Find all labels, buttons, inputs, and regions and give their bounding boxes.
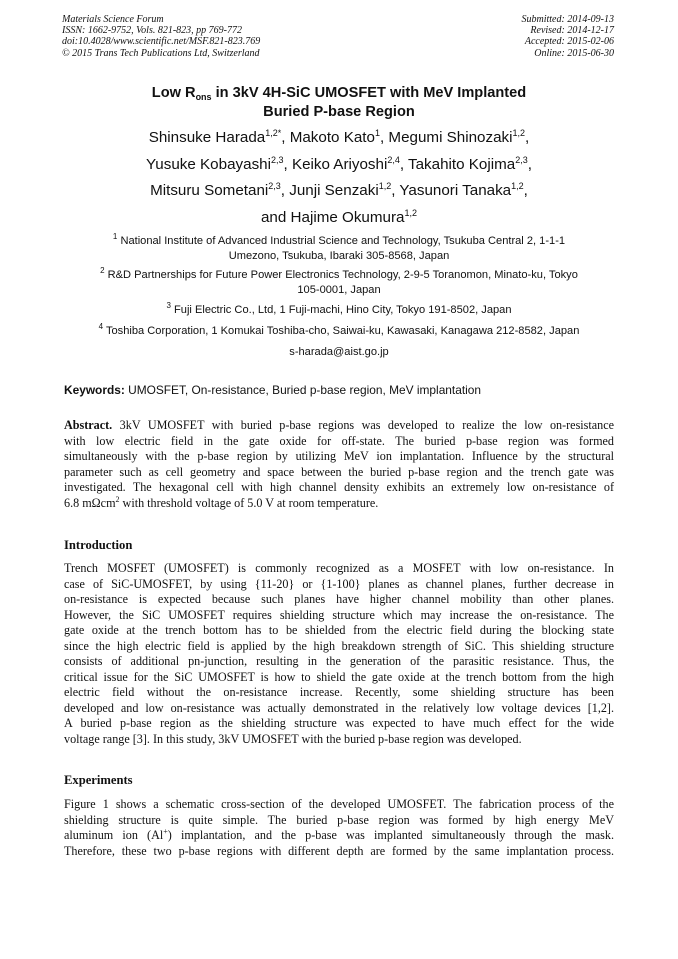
author-sup: 2,4 — [387, 154, 400, 165]
keywords — [64, 383, 620, 398]
title-part2: in 3kV 4H-SiC UMOSFET with MeV Implanted — [211, 85, 527, 101]
author-list — [0, 125, 678, 231]
intro-line: on-resistance is expected because such planes have higher channel mobility than other planes. — [64, 592, 614, 606]
abstract — [64, 418, 614, 511]
author-line — [0, 152, 678, 179]
experiments-body — [64, 797, 614, 859]
affiliation-1 — [60, 234, 618, 264]
author-sup: 1,2 — [512, 128, 526, 138]
title-part1: Low R — [151, 85, 196, 101]
author-name: and Hajime Okumura — [260, 208, 405, 226]
abstract-line — [64, 418, 614, 434]
author-name: , Takahito Kojima — [399, 155, 516, 173]
affiliation-text: Fuji Electric Co., Ltd, 1 Fuji-machi, Hino City, Tokyo 191-8502, Japan — [170, 304, 512, 316]
affiliation-text: Umezono, Tsukuba, Ibaraki 305-8568, Japan — [228, 250, 450, 262]
dates-info — [522, 14, 615, 59]
revised-date: Revised: 2014-12-17 — [530, 25, 614, 37]
author-sup: 1,2 — [378, 181, 392, 191]
author-separator: , — [527, 155, 532, 173]
abstract-line — [64, 496, 614, 512]
intro-line: electric field without the on-resistance increase. Recently, some shielding structure has been — [64, 685, 614, 699]
keywords-text: UMOSFET, On-resistance, Buried p-base region, MeV implantation — [124, 383, 482, 397]
author-sup: 1,2* — [265, 128, 282, 138]
intro-line: consists of additional pn-junction, resulting in the generation of the parasitic resistance. Thus, the — [64, 654, 614, 668]
affiliation-text: National Institute of Advanced Industrial Science and Technology, Tsukuba Central 2, 1-1-1 — [117, 235, 566, 247]
author-name: , Megumi Shinozaki — [379, 129, 513, 146]
author-line — [0, 178, 678, 205]
author-name: , Keiko Ariyoshi — [283, 155, 388, 173]
issn-line: ISSN: 1662-9752, Vols. 821-823, pp 769-772 — [62, 25, 242, 37]
author-sup: 1,2 — [404, 207, 417, 218]
affiliation-number: 3 — [166, 301, 171, 310]
abstract-text: with threshold voltage of 5.0 V at room temperature. — [119, 495, 379, 510]
abstract-sup: 2 — [115, 494, 120, 504]
intro-line: gate oxide at the trench bottom has to be shielded from the electric field during the blocking state — [64, 623, 614, 637]
experiments-line: shielding structure is quite simple. The buried p-base region was formed by high energy MeV — [64, 812, 614, 827]
affiliation-number: 2 — [100, 266, 105, 275]
online-date: Online: 2015-06-30 — [534, 47, 614, 59]
author-sup: 2,3 — [268, 181, 281, 191]
abstract-label: Abstract. — [64, 418, 113, 432]
journal-info — [62, 14, 260, 59]
abstract-text: 6.8 mΩcm — [64, 495, 116, 510]
author-line — [0, 125, 678, 152]
author-name: Yusuke Kobayashi — [146, 155, 271, 173]
abstract-line: simultaneously with the p-base region by utilizing MeV ion implantation. Influence by the structural — [64, 449, 614, 463]
abstract-line: parameter such as cell geometry and space between the buried p-base region and the trench gate was — [64, 464, 614, 479]
experiments-line — [64, 828, 614, 844]
author-separator: , — [523, 182, 528, 199]
abstract-text: 3kV UMOSFET with buried p-base regions was developed to realize the low on-resistance — [112, 418, 614, 432]
corresponding-email — [60, 345, 618, 360]
intro-line: Trench MOSFET (UMOSFET) is commonly recognized as a MOSFET with low on-resistance. In — [64, 561, 614, 575]
title-subscript: ons — [195, 92, 212, 102]
title-line2: Buried P-base Region — [263, 104, 415, 120]
author-name: Mitsuru Sometani — [150, 182, 269, 199]
affiliation-text: 105-0001, Japan — [297, 284, 381, 296]
intro-line: since the high electric field is applied by the high breakdown strength of SiC. This shielding structure — [64, 638, 614, 653]
author-sup: 1,2 — [511, 181, 524, 191]
accepted-date: Accepted: 2015-02-06 — [524, 36, 614, 48]
affiliation-2 — [60, 268, 618, 298]
intro-line: However, the SiC UMOSFET requires shielding structure which may increase the on-resistance. The — [64, 607, 614, 622]
experiments-heading: Experiments — [64, 773, 133, 787]
experiments-text: aluminum ion (Al — [64, 828, 164, 842]
abstract-line: investigated. The hexagonal cell with high channel density exhibits an extremely low on-resistance of — [64, 480, 614, 494]
experiments-text: ) implantation, and the p-base was implanted simultaneously through the mask. — [167, 828, 615, 842]
journal-name: Materials Science Forum — [62, 14, 164, 25]
affiliation-number: 1 — [112, 232, 118, 241]
author-line — [0, 205, 678, 232]
author-name: , Yasunori Tanaka — [391, 182, 512, 199]
author-name: Shinsuke Harada — [148, 129, 266, 146]
paper-title — [0, 84, 678, 122]
experiments-line: Therefore, these two p-base regions with different depth are formed by the same implantation process. — [64, 843, 614, 858]
submitted-date: Submitted: 2014-09-13 — [521, 14, 614, 25]
intro-line: voltage range [3]. In this study, 3kV UMOSFET with the buried p-base region was developed. — [64, 731, 522, 746]
introduction-body — [64, 561, 614, 747]
experiments-sup: + — [163, 827, 168, 836]
abstract-line: with low electric field in the gate oxide for off-state. The buried p-base region was formed — [64, 433, 614, 448]
affiliation-3 — [60, 303, 618, 318]
author-sup: 2,3 — [270, 154, 284, 165]
intro-line: A buried p-base region as the shielding structure was expected to have much effect for the wide — [64, 716, 614, 730]
copyright-line: © 2015 Trans Tech Publications Ltd, Switzerland — [62, 47, 260, 59]
keywords-label: Keywords: — [64, 383, 125, 397]
author-name: , Junji Senzaki — [280, 182, 379, 199]
email-text: s-harada@aist.go.jp — [289, 346, 389, 358]
author-sup: 1 — [374, 128, 380, 138]
author-separator: , — [525, 129, 530, 146]
affiliation-text: R&D Partnerships for Future Power Electronics Technology, 2-9-5 Toranomon, Minato-ku, Tokyo — [104, 269, 578, 281]
introduction-heading: Introduction — [64, 538, 133, 552]
affiliation-text: Toshiba Corporation, 1 Komukai Toshiba-cho, Saiwai-ku, Kawasaki, Kanagawa 212-8582, Japan — [103, 325, 580, 337]
intro-line: developed and low on-resistance was actually demonstrated in the relatively low voltage devices [1,2]. — [64, 700, 614, 715]
intro-line: case of SiC-UMOSFET, by using {11-20} or {1-100} planes as channel planes, further decrease in — [64, 576, 614, 591]
affiliation-4 — [60, 324, 618, 339]
author-sup: 2,3 — [515, 154, 528, 165]
intro-line: critical issue for the SiC UMOSFET is how to shield the gate oxide at the trench bottom from the high — [64, 669, 614, 684]
author-name: , Makoto Kato — [281, 129, 375, 146]
affiliation-number: 4 — [98, 322, 104, 331]
doi-line: doi:10.4028/www.scientific.net/MSF.821-823.769 — [62, 36, 261, 48]
experiments-line: Figure 1 shows a schematic cross-section of the developed UMOSFET. The fabrication process of the — [64, 797, 614, 811]
